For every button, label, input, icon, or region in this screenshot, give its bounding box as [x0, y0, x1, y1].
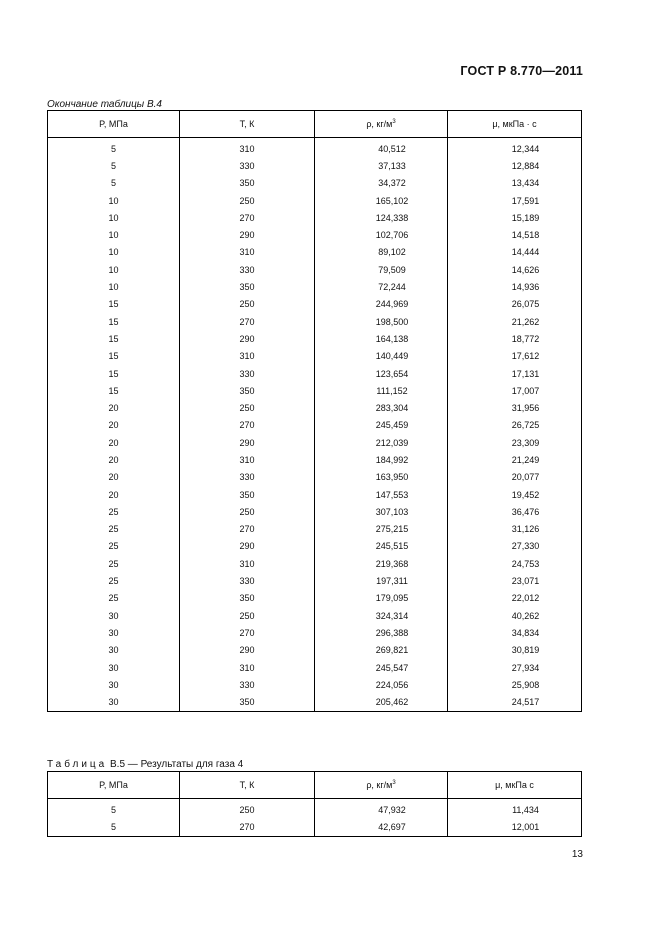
- column-header-viscosity: μ, мкПа · с: [448, 111, 582, 138]
- table-row: [48, 382, 582, 399]
- cell-temperature: 330: [180, 676, 315, 693]
- cell-pressure: 20: [48, 486, 180, 503]
- cell-pressure: 30: [48, 607, 180, 624]
- cell-viscosity: 25,908: [448, 676, 582, 693]
- cell-viscosity: 23,309: [448, 434, 582, 451]
- cell-viscosity: 17,007: [448, 382, 582, 399]
- cell-viscosity: 14,626: [448, 261, 582, 278]
- cell-viscosity: 23,071: [448, 572, 582, 589]
- cell-pressure: 25: [48, 503, 180, 520]
- cell-temperature: 270: [180, 417, 315, 434]
- column-header-viscosity: μ, мкПа с: [448, 772, 582, 799]
- cell-pressure: 5: [48, 157, 180, 174]
- cell-density: 307,103: [315, 503, 448, 520]
- cell-viscosity: 12,344: [448, 138, 582, 158]
- table-row: [48, 192, 582, 209]
- cell-temperature: 330: [180, 469, 315, 486]
- table-header-row: [48, 772, 582, 799]
- cell-density: 219,368: [315, 555, 448, 572]
- cell-temperature: 270: [180, 818, 315, 836]
- cell-density: 245,459: [315, 417, 448, 434]
- table-row: [48, 607, 582, 624]
- cell-temperature: 330: [180, 365, 315, 382]
- table-row: [48, 226, 582, 243]
- document-code: ГОСТ Р 8.770—2011: [460, 64, 583, 78]
- cell-temperature: 310: [180, 244, 315, 261]
- cell-density: 165,102: [315, 192, 448, 209]
- table-row: [48, 296, 582, 313]
- cell-viscosity: 17,131: [448, 365, 582, 382]
- cell-density: 89,102: [315, 244, 448, 261]
- table-row: [48, 209, 582, 226]
- cell-viscosity: 27,330: [448, 538, 582, 555]
- cell-density: 164,138: [315, 330, 448, 347]
- cell-viscosity: 34,834: [448, 624, 582, 641]
- cell-pressure: 25: [48, 521, 180, 538]
- table-row: [48, 434, 582, 451]
- column-header-density: [315, 772, 448, 799]
- cell-viscosity: 12,884: [448, 157, 582, 174]
- table-row: [48, 261, 582, 278]
- cell-temperature: 350: [180, 590, 315, 607]
- cell-viscosity: 14,518: [448, 226, 582, 243]
- table-row: [48, 469, 582, 486]
- density-unit-exponent: 3: [392, 119, 396, 125]
- cell-viscosity: 27,934: [448, 659, 582, 676]
- cell-density: 123,654: [315, 365, 448, 382]
- table-b5-caption-title: В.5 — Результаты для газа 4: [110, 759, 244, 770]
- cell-density: 245,547: [315, 659, 448, 676]
- cell-temperature: 310: [180, 451, 315, 468]
- cell-pressure: 30: [48, 642, 180, 659]
- cell-pressure: 10: [48, 244, 180, 261]
- table-header-row: [48, 111, 582, 138]
- cell-density: 296,388: [315, 624, 448, 641]
- cell-density: 184,992: [315, 451, 448, 468]
- cell-pressure: 15: [48, 382, 180, 399]
- page-number: 13: [571, 849, 583, 860]
- table-row: [48, 521, 582, 538]
- cell-pressure: 5: [48, 818, 180, 836]
- cell-density: 111,152: [315, 382, 448, 399]
- cell-viscosity: 40,262: [448, 607, 582, 624]
- cell-temperature: 350: [180, 278, 315, 295]
- density-label: ρ, кг/м: [366, 780, 393, 790]
- cell-temperature: 330: [180, 261, 315, 278]
- table-row: [48, 818, 582, 836]
- cell-density: 37,133: [315, 157, 448, 174]
- cell-pressure: 20: [48, 469, 180, 486]
- cell-pressure: 20: [48, 451, 180, 468]
- cell-viscosity: 17,612: [448, 348, 582, 365]
- cell-pressure: 10: [48, 261, 180, 278]
- cell-viscosity: 14,444: [448, 244, 582, 261]
- cell-temperature: 350: [180, 382, 315, 399]
- cell-viscosity: 30,819: [448, 642, 582, 659]
- table-b5-caption-word: Таблица: [47, 759, 108, 770]
- table-row: [48, 175, 582, 192]
- table-row: [48, 399, 582, 416]
- table-row: [48, 642, 582, 659]
- cell-density: 34,372: [315, 175, 448, 192]
- cell-density: 283,304: [315, 399, 448, 416]
- cell-temperature: 250: [180, 607, 315, 624]
- cell-pressure: 15: [48, 313, 180, 330]
- cell-temperature: 270: [180, 624, 315, 641]
- table-row: [48, 694, 582, 712]
- table-row: [48, 486, 582, 503]
- cell-viscosity: 24,753: [448, 555, 582, 572]
- cell-viscosity: 11,434: [448, 799, 582, 819]
- cell-density: 179,095: [315, 590, 448, 607]
- cell-pressure: 10: [48, 192, 180, 209]
- cell-temperature: 330: [180, 157, 315, 174]
- cell-pressure: 20: [48, 434, 180, 451]
- table-row: [48, 451, 582, 468]
- table-row: [48, 659, 582, 676]
- cell-temperature: 350: [180, 175, 315, 192]
- cell-viscosity: 20,077: [448, 469, 582, 486]
- cell-viscosity: 26,075: [448, 296, 582, 313]
- table-row: [48, 572, 582, 589]
- cell-density: 269,821: [315, 642, 448, 659]
- cell-pressure: 10: [48, 226, 180, 243]
- cell-pressure: 10: [48, 278, 180, 295]
- table-row: [48, 417, 582, 434]
- cell-pressure: 5: [48, 799, 180, 819]
- table-b4: [47, 110, 582, 712]
- cell-density: 324,314: [315, 607, 448, 624]
- column-header-pressure: P, МПа: [48, 772, 180, 799]
- cell-density: 102,706: [315, 226, 448, 243]
- cell-density: 147,553: [315, 486, 448, 503]
- cell-pressure: 25: [48, 590, 180, 607]
- table-row: [48, 799, 582, 819]
- column-header-density: [315, 111, 448, 138]
- cell-temperature: 310: [180, 659, 315, 676]
- cell-temperature: 310: [180, 348, 315, 365]
- cell-viscosity: 22,012: [448, 590, 582, 607]
- cell-pressure: 25: [48, 572, 180, 589]
- cell-pressure: 15: [48, 296, 180, 313]
- cell-temperature: 250: [180, 192, 315, 209]
- cell-viscosity: 21,249: [448, 451, 582, 468]
- cell-pressure: 5: [48, 138, 180, 158]
- table-b5-body: [48, 799, 582, 837]
- cell-viscosity: 15,189: [448, 209, 582, 226]
- density-unit-exponent: 3: [392, 780, 396, 786]
- table-row: [48, 348, 582, 365]
- cell-pressure: 5: [48, 175, 180, 192]
- cell-pressure: 25: [48, 538, 180, 555]
- cell-temperature: 250: [180, 799, 315, 819]
- cell-temperature: 270: [180, 209, 315, 226]
- cell-density: 197,311: [315, 572, 448, 589]
- cell-viscosity: 24,517: [448, 694, 582, 712]
- cell-temperature: 350: [180, 486, 315, 503]
- cell-density: 124,338: [315, 209, 448, 226]
- table-row: [48, 624, 582, 641]
- cell-viscosity: 31,956: [448, 399, 582, 416]
- cell-pressure: 30: [48, 676, 180, 693]
- cell-density: 244,969: [315, 296, 448, 313]
- table-row: [48, 590, 582, 607]
- cell-viscosity: 31,126: [448, 521, 582, 538]
- table-row: [48, 157, 582, 174]
- cell-density: 224,056: [315, 676, 448, 693]
- cell-pressure: 25: [48, 555, 180, 572]
- cell-temperature: 270: [180, 521, 315, 538]
- column-header-temperature: T, К: [180, 772, 315, 799]
- cell-temperature: 290: [180, 642, 315, 659]
- column-header-pressure: P, МПа: [48, 111, 180, 138]
- cell-pressure: 20: [48, 417, 180, 434]
- cell-pressure: 30: [48, 694, 180, 712]
- cell-density: 245,515: [315, 538, 448, 555]
- cell-density: 79,509: [315, 261, 448, 278]
- cell-viscosity: 19,452: [448, 486, 582, 503]
- cell-pressure: 30: [48, 624, 180, 641]
- cell-viscosity: 17,591: [448, 192, 582, 209]
- cell-temperature: 310: [180, 138, 315, 158]
- cell-viscosity: 18,772: [448, 330, 582, 347]
- cell-pressure: 15: [48, 365, 180, 382]
- cell-viscosity: 21,262: [448, 313, 582, 330]
- cell-viscosity: 26,725: [448, 417, 582, 434]
- cell-temperature: 290: [180, 538, 315, 555]
- cell-temperature: 330: [180, 572, 315, 589]
- cell-density: 198,500: [315, 313, 448, 330]
- table-row: [48, 330, 582, 347]
- cell-density: 140,449: [315, 348, 448, 365]
- table-row: [48, 313, 582, 330]
- cell-temperature: 270: [180, 313, 315, 330]
- cell-density: 47,932: [315, 799, 448, 819]
- table-row: [48, 278, 582, 295]
- cell-density: 212,039: [315, 434, 448, 451]
- table-row: [48, 244, 582, 261]
- cell-density: 72,244: [315, 278, 448, 295]
- cell-density: 205,462: [315, 694, 448, 712]
- cell-pressure: 15: [48, 330, 180, 347]
- density-label: ρ, кг/м: [366, 119, 393, 129]
- cell-pressure: 15: [48, 348, 180, 365]
- table-row: [48, 138, 582, 158]
- cell-temperature: 290: [180, 330, 315, 347]
- cell-viscosity: 14,936: [448, 278, 582, 295]
- column-header-temperature: T, К: [180, 111, 315, 138]
- cell-viscosity: 12,001: [448, 818, 582, 836]
- cell-density: 40,512: [315, 138, 448, 158]
- cell-density: 163,950: [315, 469, 448, 486]
- cell-pressure: 20: [48, 399, 180, 416]
- cell-temperature: 350: [180, 694, 315, 712]
- table-b5-caption: [47, 759, 243, 770]
- cell-temperature: 250: [180, 503, 315, 520]
- cell-temperature: 250: [180, 296, 315, 313]
- table-b4-body: [48, 138, 582, 712]
- cell-pressure: 30: [48, 659, 180, 676]
- cell-temperature: 290: [180, 226, 315, 243]
- cell-viscosity: 13,434: [448, 175, 582, 192]
- cell-viscosity: 36,476: [448, 503, 582, 520]
- cell-temperature: 290: [180, 434, 315, 451]
- cell-density: 42,697: [315, 818, 448, 836]
- cell-density: 275,215: [315, 521, 448, 538]
- table-b5: [47, 771, 582, 837]
- table-row: [48, 365, 582, 382]
- table-row: [48, 538, 582, 555]
- cell-temperature: 310: [180, 555, 315, 572]
- table-b4-caption: Окончание таблицы В.4: [47, 99, 162, 110]
- cell-pressure: 10: [48, 209, 180, 226]
- table-row: [48, 555, 582, 572]
- table-row: [48, 676, 582, 693]
- table-row: [48, 503, 582, 520]
- cell-temperature: 250: [180, 399, 315, 416]
